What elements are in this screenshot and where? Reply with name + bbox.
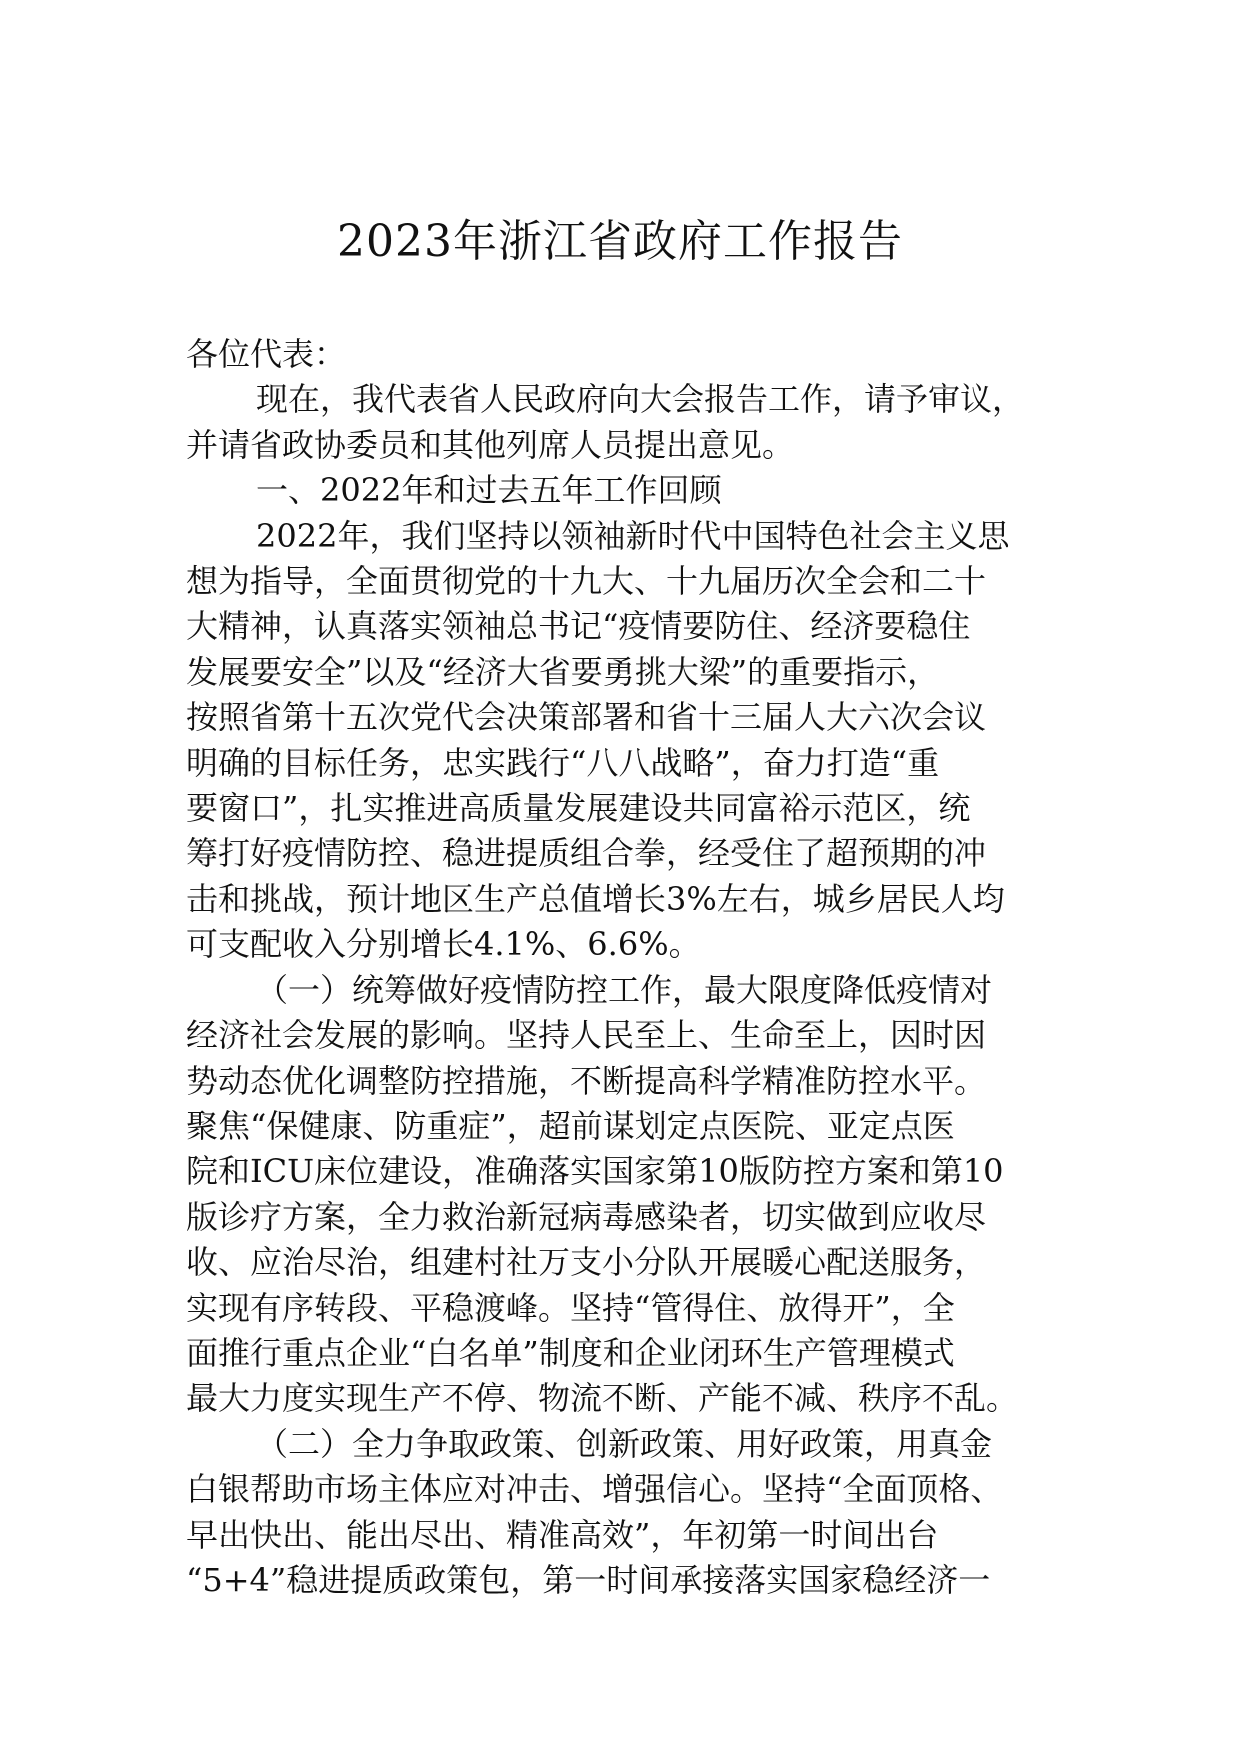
text-line: （一）统筹做好疫情防控工作，最大限度降低疫情对	[256, 970, 993, 1009]
document-title: 2023年浙江省政府工作报告	[337, 216, 903, 267]
text-line: （二）全力争取政策、创新政策、用好政策，用真金	[256, 1424, 993, 1463]
document-body	[186, 332, 1086, 1603]
text-line: 筹打好疫情防控、稳进提质组合拳，经受住了超预期的冲	[186, 834, 987, 873]
text-line: “5+4”稳进提质政策包，第一时间承接落实国家稳经济一	[186, 1560, 991, 1599]
text-line: 现在，我代表省人民政府向大会报告工作，请予审议，	[256, 380, 1025, 419]
text-line: 一、2022年和过去五年工作回顾	[256, 471, 722, 510]
text-line: 院和ICU床位建设，准确落实国家第10版防控方案和第10	[186, 1152, 1004, 1191]
text-line: 明确的目标任务，忠实践行“八八战略”，奋力打造“重	[186, 743, 940, 782]
text-line: 击和挑战，预计地区生产总值增长3%左右，城乡居民人均	[186, 879, 1005, 918]
text-line: 大精神，认真落实领袖总书记“疫情要防住、经济要稳住	[186, 607, 971, 646]
text-line: 实现有序转段、平稳渡峰。坚持“管得住、放得开”，全	[186, 1288, 955, 1327]
text-line: 各位代表：	[186, 335, 347, 373]
text-line: 要窗口”，扎实推进高质量发展建设共同富裕示范区，统	[186, 789, 971, 828]
text-line: 收、应治尽治，组建村社万支小分队开展暖心配送服务，	[186, 1243, 987, 1282]
text-line: 想为指导，全面贯彻党的十九大、十九届历次全会和二十	[186, 562, 987, 601]
text-line: 并请省政协委员和其他列席人员提出意见。	[186, 425, 795, 464]
text-line: 2022年，我们坚持以领袖新时代中国特色社会主义思	[256, 516, 1010, 555]
text-line: 最大力度实现生产不停、物流不断、产能不减、秩序不乱。	[186, 1379, 1019, 1418]
text-line: 经济社会发展的影响。坚持人民至上、生命至上，因时因	[186, 1016, 987, 1055]
text-line: 白银帮助市场主体应对冲击、增强信心。坚持“全面顶格、	[186, 1470, 1003, 1509]
text-line: 早出快出、能出尽出、精准高效”，年初第一时间出台	[186, 1515, 939, 1554]
text-line: 发展要安全”以及“经济大省要勇挑大梁”的重要指示，	[186, 652, 940, 691]
text-line: 版诊疗方案，全力救治新冠病毒感染者，切实做到应收尽	[186, 1197, 987, 1236]
text-line: 可支配收入分别增长4.1%、6.6%。	[186, 925, 701, 964]
text-line: 聚焦“保健康、防重症”，超前谋划定点医院、亚定点医	[186, 1106, 955, 1145]
text-line: 势动态优化调整防控措施，不断提高科学精准防控水平。	[186, 1061, 987, 1100]
text-line: 面推行重点企业“白名单”制度和企业闭环生产管理模式	[186, 1333, 955, 1372]
text-line: 按照省第十五次党代会决策部署和省十三届人大六次会议	[186, 698, 987, 737]
